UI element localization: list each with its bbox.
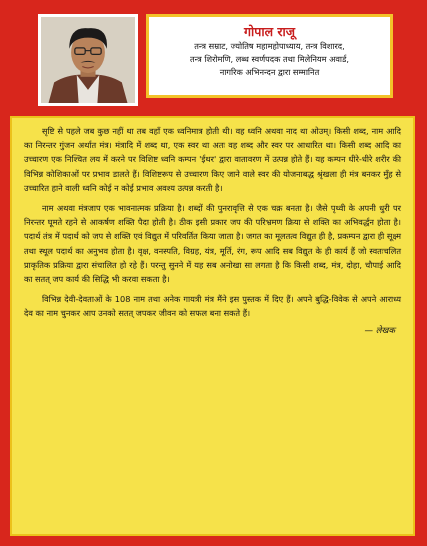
author-title-line-1: तन्त्र सम्राट, ज्योतिष महामहोपाध्याय, तन्त्र विशारद, (194, 41, 345, 51)
preface-paragraph-2: नाम अथवा मंत्रजाप एक भावनात्मक प्रक्रिया है। शब्दों की पुनरावृत्ति से एक चक्र बनता है। जैसे पृथ्वी के अपनी धुरी पर निरन्तर घूमते रहने से आकर्षण शक्ति पैदा होती है। ठीक इसी प्रकार जप की परिभ्रमण क्रिया से शक्ति का अभिवर्द्धन होता है। पदार्थ तंत्र में पदार्थ को जप से शक्ति एवं विद्युत में परिवर्तित किया जाता है। जगत का मूलतत्व विद्युत ही है, प्रकम्पन द्वारा ही सूक्ष्म तथा स्थूल पदार्थ का अनुभव होता है। वृक्ष, वनस्पति, विग्रह, यंत्र, मूर्ति, रंग, रूप आदि सब विद्युत के ही कार्य हैं जो स्वतःचलित प्राकृतिक प्रक्रिया द्वारा संचालित हो रहे हैं। परन्तु सुनने में यह सब अनोखा सा लगता है कि किसी शब्द, मंत्र, दोहा, चौपाई आदि का सतत् जप कार्य की सिद्धि भी करवा सकता है। (24, 203, 401, 285)
author-signature: — लेखक (364, 325, 395, 336)
preface-paragraph-3: विभिन्न देवी-देवताओं के 108 नाम तथा अनेक गायत्री मंत्र मैंने इस पुस्तक में दिए हैं। अपने बुद्धि-विवेक से अपने आराध्य देव का नाम चुनकर आप उनको सतत् जपकर जीवन को सफल बना सकते हैं। (24, 294, 401, 319)
author-portrait-icon (41, 17, 135, 103)
author-photo (38, 14, 138, 106)
author-name: गोपाल राजू (243, 24, 296, 39)
author-bio-box (146, 14, 393, 98)
preface-text-box (10, 116, 415, 536)
preface-paragraph-1: सृष्टि से पहले जब कुछ नहीं था तब वहाँ एक ध्वनिमात्र होती थी। वह ध्वनि अथवा नाद था ओउम्। किसी शब्द, नाम आदि का निरन्तर गुंजन अर्थात मंत्र। मंत्रादि में शब्द था, एक स्वर था अतः वह शब्द और स्वर पर आधारित था। किसी शब्द आदि का उच्चारण एक निश्चित लय में करने पर विशिष्ट ध्वनि कम्पन 'ईथर' द्वारा वातावरण में उत्पन्न होते हैं। यह कम्पन धीरे-धीरे शरीर की विभिन्न कोशिकाओं पर प्रभाव डालते हैं। विशिष्टरूप से उच्चारण किए जाने वाले स्वर की योजनाबद्ध श्रृंखला ही मंत्र बनकर मुँह से उच्चारित हाने वाली ध्वनि कोई न कोई प्रभाव अवश्य उत्पन्न करती है। (24, 126, 401, 193)
author-title-line-2: तन्त्र शिरोमणि, लब्ध स्वर्णपदक तथा मिलेनियम अवार्ड, (189, 54, 350, 64)
author-title-line-3: नागरिक अभिनन्दन द्वारा सम्मानित (219, 67, 320, 77)
